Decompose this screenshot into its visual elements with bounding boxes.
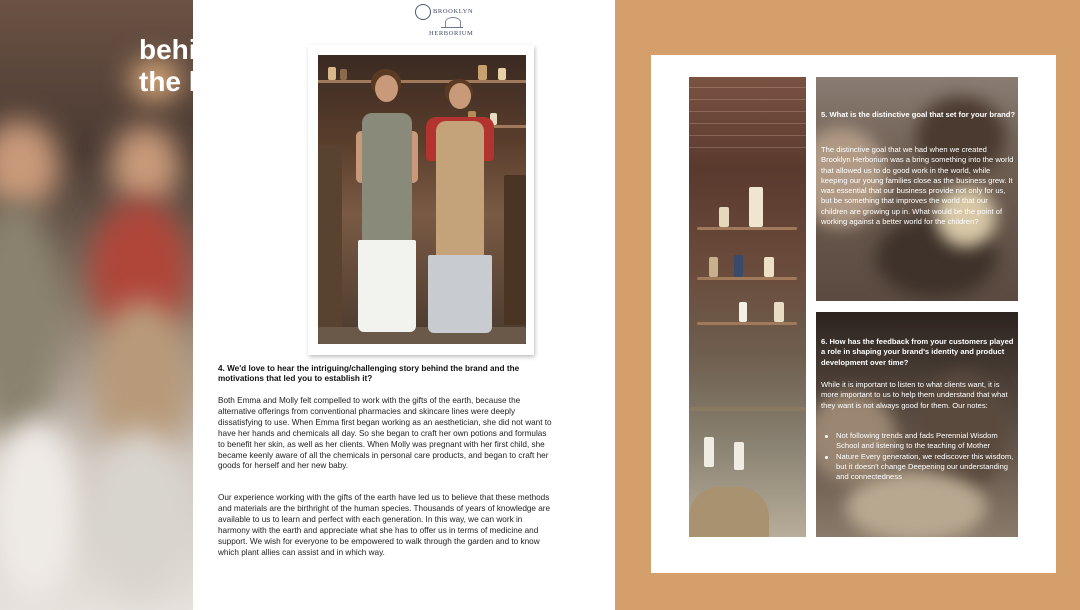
logo-text-herborium: HERBORIUM [429,30,474,37]
founders-photo [318,55,526,344]
title-line-1: behind [139,34,231,65]
question-4-heading: 4. We'd love to hear the intriguing/challenging story behind the brand and the motivations that led you to establish it? [218,364,520,384]
question-6-heading: 6. How has the feedback from your customers played a role in shaping your brand's identity and product development over time? [821,337,1014,367]
bullet-icon [825,456,828,459]
answer-4-paragraph-1: Both Emma and Molly felt compelled to work with the gifts of the earth, because the alternative offerings from conventional pharmacies and skincare lines were deeply dissatisfying to use. When Emma first began working as an aesthetician, she did not want to have her hands and chemicals all day. So she began to craft her own potions and formulas to benefit her skin, as well as her clients. When Molly was pregnant with her first child, she became keenly aware of all the chemicals in personal care products, and began to craft her goods for herself and her new baby. [218,396,552,471]
answer-6-text: While it is important to listen to what clients want, it is more important to us to help them understand that what they want is not always good for them. Our notes: [821,380,1008,410]
title-line-2: the brand [139,66,267,97]
answer-5-text: The distinctive goal that we had when we created Brooklyn Herborium was a bring something into the world that allowed us to do good work in the world, while keeping our young families close as the business grew. It was essential that our business provide not only for us, but be something that improves the world that our children are growing up in. What would be the point of working against a better world for the children? [821,145,1014,227]
brand-logo [415,4,477,40]
logo-text-brooklyn: BROOKLYN [433,8,474,15]
list-item: Nature Every generation, we rediscover this wisdom, but it doesn't change Deepening our understanding and connectedness [821,452,1016,483]
notes-list [821,431,1016,482]
shop-shelves-photo [689,77,806,537]
answer-4-paragraph-2: Our experience working with the gifts of the earth have led us to believe that these methods and materials are the birthright of the human species. Thousands of years of knowledge are available to us to learn and perfect with each generation. In this way, we can work in harmony with the earth and appreciate what she has to offer us in terms of medicine and support. We wish for everyone to be empowered to walk through the garden and to know which plant allies can assist and in which way. [218,493,551,557]
logo-emblem-icon [415,4,431,20]
logo-plant-icon [441,16,463,28]
list-item: Not following trends and fads Perennial Wisdom School and listening to the teaching of Mother [821,431,1016,452]
question-5-heading: 5. What is the distinctive goal that set for your brand? [821,110,1016,119]
bullet-icon [825,435,828,438]
